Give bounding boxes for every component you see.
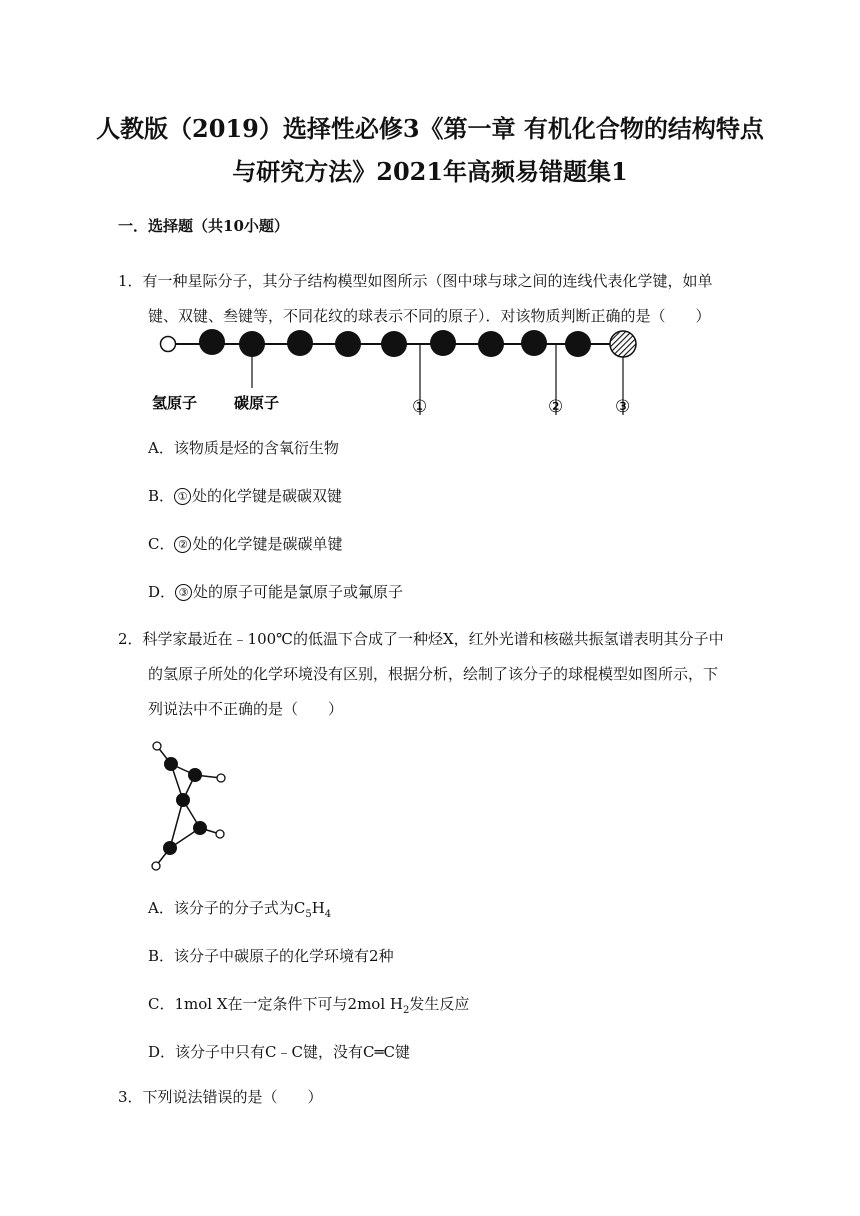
carbon-atom: [199, 329, 225, 355]
option-letter: C．: [148, 995, 175, 1013]
carbon-atom: [193, 821, 207, 835]
option-text: 该分子的分子式为C: [173, 899, 306, 917]
question-stem-line: 的氢原子所处的化学环境没有区别，根据分析，绘制了该分子的球棍模型如图所示，下: [148, 665, 719, 683]
ball-stick-model-figure: [140, 735, 240, 875]
carbon-atom: [478, 331, 504, 357]
option-text: 该分子中只有C﹣C键，没有C═C键: [175, 1043, 410, 1061]
option-text: 发生反应: [409, 995, 470, 1013]
circled-number: ③: [175, 584, 192, 601]
carbon-atom: [430, 330, 456, 356]
option-a: [148, 897, 331, 919]
mark-2-label: ②: [548, 397, 564, 417]
option-text: H: [311, 899, 325, 917]
carbon-atom: [565, 331, 591, 357]
option-a: [148, 437, 339, 459]
option-d: [148, 581, 403, 603]
option-text: 1mol X在一定条件下可与2mol H: [174, 995, 403, 1013]
subscript: 2: [402, 1005, 410, 1016]
document-title-line2: 与研究方法》2021年高频易错题集1: [232, 157, 628, 186]
section-heading: 一．选择题（共10小题）: [118, 217, 289, 235]
option-text: 该分子中碳原子的化学环境有2种: [174, 947, 394, 965]
circled-number: ②: [174, 536, 191, 553]
carbon-atom: [188, 768, 202, 782]
carbon-atom: [176, 793, 190, 807]
question-stem-line: 科学家最近在﹣100℃的低温下合成了一种烃X，红外光谱和核磁共振氢谱表明其分子中: [142, 630, 724, 648]
hydrogen-atom: [216, 830, 224, 838]
option-letter: C．: [148, 535, 175, 553]
document-title-line1: 人教版（2019）选择性必修3《第一章 有机化合物的结构特点: [96, 114, 764, 143]
option-c: [148, 533, 343, 555]
question-number: 3．: [118, 1088, 143, 1106]
question-3-stem: [118, 1080, 738, 1115]
circled-number: ①: [174, 488, 191, 505]
carbon-atom-label: 碳原子: [234, 394, 280, 412]
subscript: 4: [324, 909, 332, 920]
question-stem-line: 有一种星际分子，其分子结构模型如图所示（图中球与球之间的连线代表化学键，如单: [142, 272, 713, 290]
hydrogen-atom-label: 氢原子: [152, 394, 198, 412]
option-b: [148, 945, 394, 967]
carbon-atom: [239, 331, 265, 357]
option-text: 处的化学键是碳碳单键: [192, 535, 343, 553]
option-letter: B．: [148, 487, 175, 505]
hatched-atom: [610, 331, 636, 357]
option-letter: A．: [148, 899, 174, 917]
mark-1-label: ①: [412, 397, 428, 417]
carbon-atom: [163, 841, 177, 855]
mark-3-label: ③: [615, 397, 631, 417]
hydrogen-atom: [152, 862, 160, 870]
option-d: [148, 1041, 410, 1063]
option-letter: A．: [148, 439, 174, 457]
carbon-atom: [521, 330, 547, 356]
option-text: 处的化学键是碳碳双键: [192, 487, 343, 505]
question-number: 2．: [118, 630, 143, 648]
option-letter: D．: [148, 1043, 176, 1061]
subscript: 5: [305, 909, 312, 920]
carbon-atom: [335, 331, 361, 357]
hydrogen-atom: [217, 774, 225, 782]
carbon-atom: [164, 757, 178, 771]
molecule-chain-figure: [150, 320, 650, 420]
option-letter: B．: [148, 947, 175, 965]
question-stem-line: 下列说法错误的是（ ）: [142, 1088, 323, 1106]
question-stem-line: 键、双键、叁键等，不同花纹的球表示不同的原子）．对该物质判断正确的是（ ）: [148, 307, 711, 325]
hydrogen-atom: [161, 337, 176, 352]
option-b: [148, 485, 342, 507]
question-number: 1．: [118, 272, 143, 290]
question-stem-line: 列说法中不正确的是（ ）: [148, 700, 344, 718]
hydrogen-atom: [153, 742, 161, 750]
carbon-atom: [381, 331, 407, 357]
option-text: 该物质是烃的含氧衍生物: [173, 439, 339, 457]
carbon-atom: [287, 330, 313, 356]
option-text: 处的原子可能是氯原子或氟原子: [193, 583, 404, 601]
question-2-stem: [118, 622, 738, 727]
option-letter: D．: [148, 583, 176, 601]
option-c: [148, 993, 469, 1015]
